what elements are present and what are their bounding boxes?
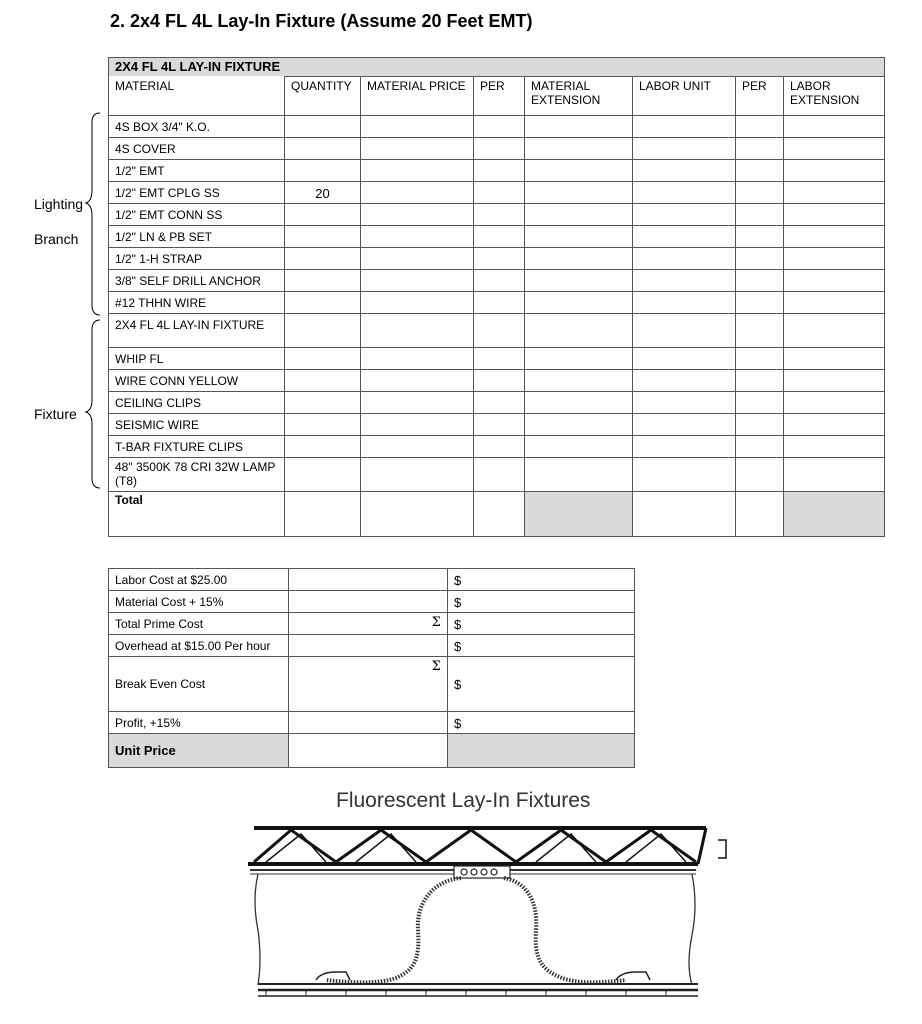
- labor-extension-cell[interactable]: [784, 226, 885, 248]
- table-row: [109, 248, 885, 270]
- summary-row-overhead: [109, 635, 635, 657]
- quantity-cell[interactable]: [285, 348, 361, 370]
- summary-row-material: [109, 591, 635, 613]
- per-cell[interactable]: [474, 226, 525, 248]
- per-cell[interactable]: [474, 458, 525, 492]
- labor-extension-cell[interactable]: [784, 116, 885, 138]
- material-cell: T-BAR FIXTURE CLIPS: [109, 436, 285, 458]
- labor-cost-label: Labor Cost at $25.00: [109, 569, 289, 591]
- total-per[interactable]: [474, 492, 525, 537]
- dollar-sign: $: [454, 573, 462, 588]
- labor-per-cell[interactable]: [736, 116, 784, 138]
- material-price-cell[interactable]: [361, 270, 474, 292]
- material-extension-cell[interactable]: [525, 270, 633, 292]
- material-extension-cell[interactable]: [525, 116, 633, 138]
- page-heading: 2. 2x4 FL 4L Lay-In Fixture (Assume 20 Feet EMT): [110, 11, 533, 31]
- table-row: [109, 182, 885, 204]
- per-cell[interactable]: [474, 204, 525, 226]
- labor-extension-cell[interactable]: [784, 270, 885, 292]
- labor-extension-cell[interactable]: [784, 248, 885, 270]
- per-cell[interactable]: [474, 414, 525, 436]
- fixture-brace: [86, 320, 100, 488]
- material-cost-label: Material Cost + 15%: [109, 591, 289, 613]
- quantity-cell[interactable]: [285, 116, 361, 138]
- total-material-price[interactable]: [361, 492, 474, 537]
- per-cell[interactable]: [474, 314, 525, 348]
- labor-extension-cell[interactable]: [784, 204, 885, 226]
- material-price-cell[interactable]: [361, 116, 474, 138]
- table-row: [109, 160, 885, 182]
- per-cell[interactable]: [474, 182, 525, 204]
- estimate-body: [109, 116, 885, 492]
- quantity-cell[interactable]: [285, 370, 361, 392]
- junction-box: [454, 866, 510, 878]
- quantity-cell[interactable]: [285, 204, 361, 226]
- labor-unit-cell[interactable]: [633, 370, 736, 392]
- overhead-value[interactable]: [448, 635, 635, 657]
- quantity-cell[interactable]: [285, 292, 361, 314]
- material-price-cell[interactable]: [361, 138, 474, 160]
- unit-price-input[interactable]: [289, 734, 448, 768]
- material-extension-cell[interactable]: [525, 458, 633, 492]
- per-cell[interactable]: [474, 248, 525, 270]
- sigma-symbol: Σ: [431, 615, 441, 630]
- col-labor-unit: LABOR UNIT: [633, 77, 736, 116]
- per-cell[interactable]: [474, 160, 525, 182]
- unit-price-label: Unit Price: [109, 734, 289, 768]
- estimate-title: 2X4 FL 4L LAY-IN FIXTURE: [109, 58, 885, 77]
- labor-extension-cell[interactable]: [784, 392, 885, 414]
- labor-extension-cell[interactable]: [784, 348, 885, 370]
- labor-unit-cell[interactable]: [633, 292, 736, 314]
- quantity-cell[interactable]: 20: [285, 182, 361, 204]
- material-price-cell[interactable]: [361, 392, 474, 414]
- labor-extension-cell[interactable]: [784, 314, 885, 348]
- labor-per-cell[interactable]: [736, 248, 784, 270]
- material-extension-cell[interactable]: [525, 436, 633, 458]
- total-material-extension[interactable]: [525, 492, 633, 537]
- dollar-sign: $: [454, 639, 462, 654]
- material-cell: #12 THHN WIRE: [109, 292, 285, 314]
- quantity-cell[interactable]: [285, 248, 361, 270]
- labor-per-cell[interactable]: [736, 392, 784, 414]
- material-extension-cell[interactable]: [525, 226, 633, 248]
- summary-table: [108, 568, 635, 768]
- quantity-cell[interactable]: [285, 392, 361, 414]
- material-cell: WHIP FL: [109, 348, 285, 370]
- per-cell[interactable]: [474, 116, 525, 138]
- per-cell[interactable]: [474, 138, 525, 160]
- labor-unit-cell[interactable]: [633, 270, 736, 292]
- total-labor-unit[interactable]: [633, 492, 736, 537]
- labor-unit-cell[interactable]: [633, 414, 736, 436]
- quantity-cell[interactable]: [285, 458, 361, 492]
- labor-per-cell[interactable]: [736, 458, 784, 492]
- material-extension-cell[interactable]: [525, 292, 633, 314]
- labor-unit-cell[interactable]: [633, 436, 736, 458]
- group-label-lighting: Lighting: [34, 196, 84, 212]
- material-cell: SEISMIC WIRE: [109, 414, 285, 436]
- labor-unit-cell[interactable]: [633, 314, 736, 348]
- ceiling-truss: [248, 828, 706, 864]
- labor-unit-cell[interactable]: [633, 116, 736, 138]
- fixture-body: [258, 972, 698, 996]
- labor-extension-cell[interactable]: [784, 370, 885, 392]
- labor-unit-cell[interactable]: [633, 226, 736, 248]
- material-price-cell[interactable]: [361, 414, 474, 436]
- flex-whip: [326, 878, 626, 982]
- labor-per-cell[interactable]: [736, 138, 784, 160]
- labor-unit-cell[interactable]: [633, 348, 736, 370]
- quantity-cell[interactable]: [285, 160, 361, 182]
- labor-extension-cell[interactable]: [784, 458, 885, 492]
- quantity-cell[interactable]: [285, 226, 361, 248]
- total-quantity[interactable]: [285, 492, 361, 537]
- material-price-cell[interactable]: [361, 370, 474, 392]
- material-cell: 2X4 FL 4L LAY-IN FIXTURE: [109, 314, 285, 348]
- per-cell[interactable]: [474, 392, 525, 414]
- table-row: [109, 348, 885, 370]
- estimate-table: [108, 57, 885, 537]
- labor-extension-cell[interactable]: [784, 138, 885, 160]
- labor-per-cell[interactable]: [736, 160, 784, 182]
- break-even-value[interactable]: [448, 657, 635, 712]
- material-price-cell[interactable]: [361, 292, 474, 314]
- quantity-cell[interactable]: [285, 414, 361, 436]
- table-row: [109, 314, 885, 348]
- summary-row-unit-price: [109, 734, 635, 768]
- table-row: [109, 458, 885, 492]
- table-row: [109, 204, 885, 226]
- fixture-illustration: [246, 820, 746, 1010]
- total-label: Total: [109, 492, 285, 537]
- material-extension-cell[interactable]: [525, 182, 633, 204]
- material-cell: 1/2" EMT CONN SS: [109, 204, 285, 226]
- figure-title: Fluorescent Lay-In Fixtures: [336, 789, 591, 812]
- table-row: [109, 226, 885, 248]
- col-material-extension: MATERIAL EXTENSION: [525, 77, 633, 116]
- labor-per-cell[interactable]: [736, 314, 784, 348]
- material-price-cell[interactable]: [361, 348, 474, 370]
- labor-extension-cell[interactable]: [784, 414, 885, 436]
- quantity-cell[interactable]: [285, 270, 361, 292]
- material-cell: 4S COVER: [109, 138, 285, 160]
- summary-row-profit: [109, 712, 635, 734]
- material-extension-cell[interactable]: [525, 348, 633, 370]
- per-cell[interactable]: [474, 436, 525, 458]
- labor-per-cell[interactable]: [736, 370, 784, 392]
- material-extension-cell[interactable]: [525, 248, 633, 270]
- table-row: [109, 116, 885, 138]
- labor-per-cell[interactable]: [736, 226, 784, 248]
- col-labor-extension: LABOR EXTENSION: [784, 77, 885, 116]
- col-quantity: QUANTITY: [285, 77, 361, 116]
- group-brackets: [0, 110, 110, 490]
- quantity-cell[interactable]: [285, 314, 361, 348]
- table-row: [109, 392, 885, 414]
- material-cell: CEILING CLIPS: [109, 392, 285, 414]
- table-row: [109, 270, 885, 292]
- labor-cost-value[interactable]: [448, 569, 635, 591]
- total-row: [109, 492, 885, 537]
- labor-unit-cell[interactable]: [633, 458, 736, 492]
- material-cost-value[interactable]: [448, 591, 635, 613]
- overhead-label: Overhead at $15.00 Per hour: [109, 635, 289, 657]
- total-per-labor[interactable]: [736, 492, 784, 537]
- overhead-input[interactable]: [289, 635, 448, 657]
- estimate-header-row: [109, 77, 885, 116]
- material-extension-cell[interactable]: [525, 392, 633, 414]
- labor-per-cell[interactable]: [736, 204, 784, 226]
- material-cell: 1/2" EMT CPLG SS: [109, 182, 285, 204]
- labor-extension-cell[interactable]: [784, 292, 885, 314]
- material-price-cell[interactable]: [361, 314, 474, 348]
- dollar-sign: $: [454, 595, 462, 610]
- labor-per-cell[interactable]: [736, 270, 784, 292]
- col-per-labor: PER: [736, 77, 784, 116]
- material-cell: 1/2" 1-H STRAP: [109, 248, 285, 270]
- quantity-cell[interactable]: [285, 436, 361, 458]
- labor-per-cell[interactable]: [736, 182, 784, 204]
- labor-per-cell[interactable]: [736, 348, 784, 370]
- labor-per-cell[interactable]: [736, 414, 784, 436]
- dollar-sign: $: [454, 676, 462, 692]
- per-cell[interactable]: [474, 270, 525, 292]
- labor-unit-cell[interactable]: [633, 248, 736, 270]
- table-row: [109, 138, 885, 160]
- total-prime-input[interactable]: [289, 613, 448, 635]
- table-row: [109, 414, 885, 436]
- dollar-sign: $: [454, 617, 462, 632]
- profit-label: Profit, +15%: [109, 712, 289, 734]
- break-even-label: Break Even Cost: [109, 657, 289, 712]
- material-extension-cell[interactable]: [525, 160, 633, 182]
- total-prime-label: Total Prime Cost: [109, 613, 289, 635]
- material-extension-cell[interactable]: [525, 370, 633, 392]
- labor-extension-cell[interactable]: [784, 436, 885, 458]
- material-cell: 48" 3500K 78 CRI 32W LAMP (T8): [109, 458, 285, 492]
- table-row: [109, 370, 885, 392]
- labor-extension-cell[interactable]: [784, 160, 885, 182]
- col-material-price: MATERIAL PRICE: [361, 77, 474, 116]
- quantity-cell[interactable]: [285, 138, 361, 160]
- labor-unit-cell[interactable]: [633, 392, 736, 414]
- per-cell[interactable]: [474, 292, 525, 314]
- labor-unit-cell[interactable]: [633, 204, 736, 226]
- material-price-cell[interactable]: [361, 226, 474, 248]
- total-labor-extension[interactable]: [784, 492, 885, 537]
- col-material: MATERIAL: [109, 77, 285, 116]
- summary-row-labor: [109, 569, 635, 591]
- material-extension-cell[interactable]: [525, 138, 633, 160]
- sigma-symbol: Σ: [431, 659, 441, 674]
- material-cell: WIRE CONN YELLOW: [109, 370, 285, 392]
- labor-extension-cell[interactable]: [784, 182, 885, 204]
- table-row: [109, 292, 885, 314]
- unit-price-value[interactable]: [448, 734, 635, 768]
- material-extension-cell[interactable]: [525, 414, 633, 436]
- per-cell[interactable]: [474, 348, 525, 370]
- material-cell: 4S BOX 3/4" K.O.: [109, 116, 285, 138]
- labor-per-cell[interactable]: [736, 436, 784, 458]
- dollar-sign: $: [454, 716, 462, 731]
- lighting-branch-brace: [86, 113, 100, 315]
- material-cost-input[interactable]: [289, 591, 448, 613]
- break-even-input[interactable]: [289, 657, 448, 712]
- total-prime-value[interactable]: [448, 613, 635, 635]
- labor-unit-cell[interactable]: [633, 182, 736, 204]
- summary-row-break-even: [109, 657, 635, 712]
- material-price-cell[interactable]: [361, 204, 474, 226]
- material-price-cell[interactable]: [361, 248, 474, 270]
- material-cell: 1/2" EMT: [109, 160, 285, 182]
- material-price-cell[interactable]: [361, 160, 474, 182]
- material-price-cell[interactable]: [361, 436, 474, 458]
- hanger-wires: [255, 874, 695, 985]
- bracket-mark: [718, 840, 726, 858]
- material-extension-cell[interactable]: [525, 204, 633, 226]
- col-per: PER: [474, 77, 525, 116]
- labor-unit-cell[interactable]: [633, 138, 736, 160]
- labor-per-cell[interactable]: [736, 292, 784, 314]
- material-cell: 3/8" SELF DRILL ANCHOR: [109, 270, 285, 292]
- material-price-cell[interactable]: [361, 458, 474, 492]
- labor-cost-input[interactable]: [289, 569, 448, 591]
- group-label-fixture: Fixture: [34, 406, 77, 422]
- material-price-cell[interactable]: [361, 182, 474, 204]
- material-extension-cell[interactable]: [525, 314, 633, 348]
- profit-value[interactable]: [448, 712, 635, 734]
- labor-unit-cell[interactable]: [633, 160, 736, 182]
- per-cell[interactable]: [474, 370, 525, 392]
- profit-input[interactable]: [289, 712, 448, 734]
- summary-row-prime: [109, 613, 635, 635]
- group-label-branch: Branch: [34, 231, 79, 247]
- table-row: [109, 436, 885, 458]
- material-cell: 1/2" LN & PB SET: [109, 226, 285, 248]
